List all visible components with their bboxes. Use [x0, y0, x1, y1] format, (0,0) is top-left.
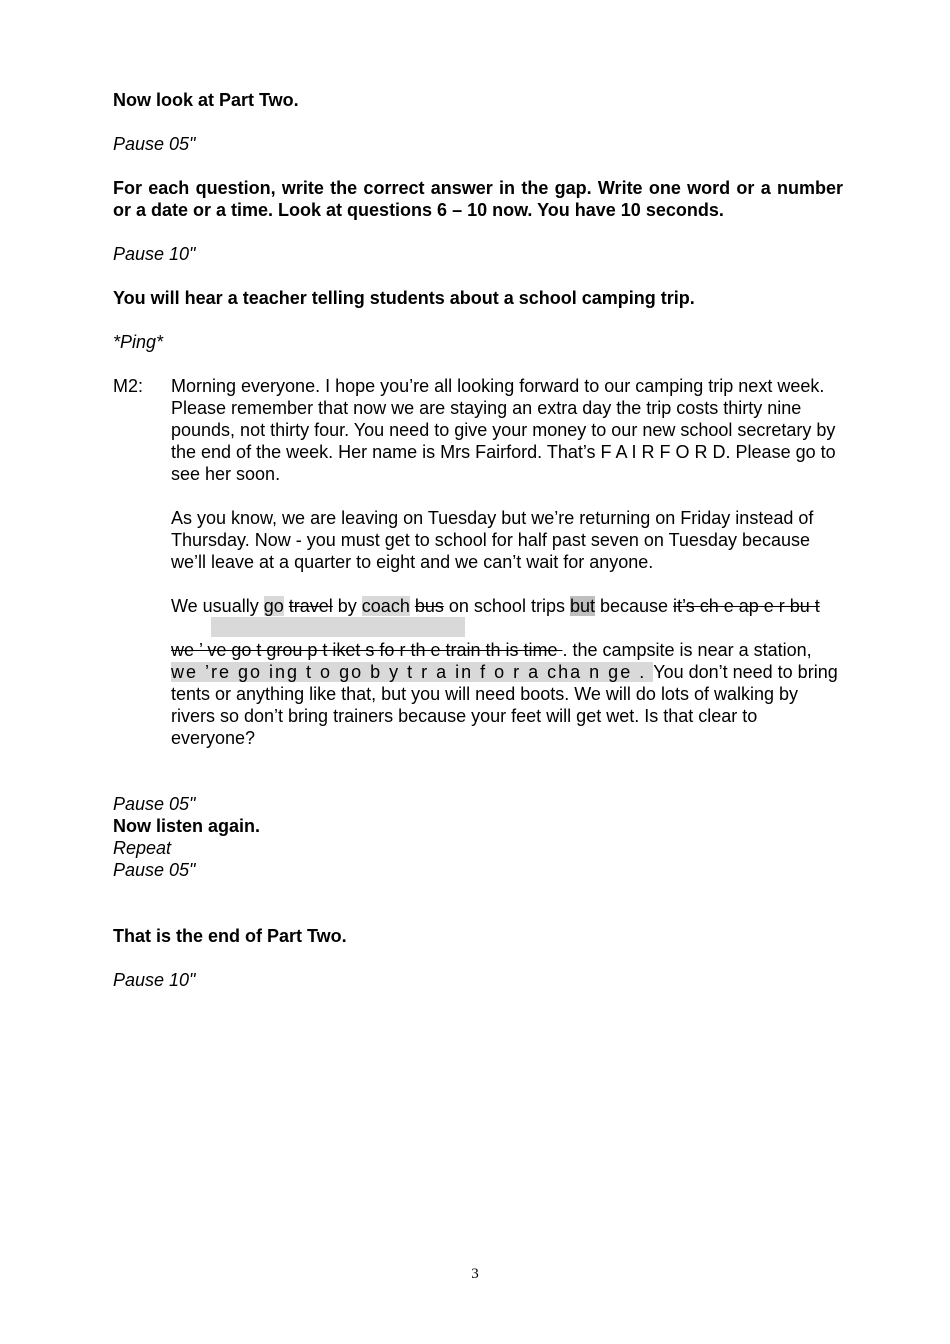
struck-text: it’s ch e ap e r bu t [673, 596, 820, 616]
struck-word: travel [288, 596, 333, 616]
highlight-bar [211, 617, 465, 637]
pause-note: Pause 05" [113, 860, 196, 880]
listen-again: Now listen again. [113, 816, 261, 836]
repeat-note: Repeat [113, 838, 172, 858]
instructions: For each question, write the correct answer in the gap. Write one word or a number or a date or a time. Look at questions 6 – 10 now. You have 10 seconds. [113, 178, 843, 220]
text-run: by [332, 596, 362, 616]
pause-note: Pause 10" [113, 244, 196, 264]
text-run: on school trips [443, 596, 570, 616]
highlighted-word: coach [361, 596, 410, 616]
pause-note: Pause 05" [113, 794, 196, 814]
page-number: 3 [471, 1266, 479, 1282]
speaker-label: M2: [113, 376, 144, 396]
pause-note: Pause 10" [113, 970, 196, 990]
highlighted-word: but [569, 596, 595, 616]
pause-note: Pause 05" [113, 134, 196, 154]
highlighted-text: we ’re go ing t o go b y t r a in f o r a cha n ge . [171, 662, 654, 682]
transcript-paragraph: Morning everyone. I hope you’re all looking forward to our camping trip next week. Please remember that now we are staying an extra day the trip costs thirty nine pounds, not thirty four. You need to give your money to our new school secretary by the end of the week. Her name is Mrs Fairford. That’s F A I R F O R D. Please go to see her soon. [171, 376, 836, 484]
speech-body [171, 375, 843, 749]
document-content [113, 89, 843, 991]
text-run: We usually [171, 596, 264, 616]
struck-word: bus [414, 596, 444, 616]
end-note: That is the end of Part Two. [113, 926, 347, 946]
text-run: . the campsite is near a station, [562, 640, 812, 660]
struck-text: we ’ ve go t grou p t iket s fo r th e train th is time [171, 640, 563, 660]
text-run: You don’t need to bring tents or anything like that, but you will need boots. We will do lots of walking by rivers so don’t bring trainers because your feet will get wet. Is that clear to everyone? [171, 662, 838, 748]
intro-text: You will hear a teacher telling students about a school camping trip. [113, 288, 695, 308]
ping-cue: *Ping* [113, 332, 164, 352]
transcript-speech [113, 375, 843, 749]
transcript-paragraph: As you know, we are leaving on Tuesday but we’re returning on Friday instead of Thursday. Now - you must get to school for half past seven on Tuesday because we’ll leave at a quarter to eight and we can’t wait for anyone. [171, 508, 814, 572]
text-run: because [594, 596, 674, 616]
highlighted-word: go [263, 596, 284, 616]
transcript-paragraph-edited [171, 595, 843, 749]
part-heading: Now look at Part Two. [113, 90, 299, 110]
